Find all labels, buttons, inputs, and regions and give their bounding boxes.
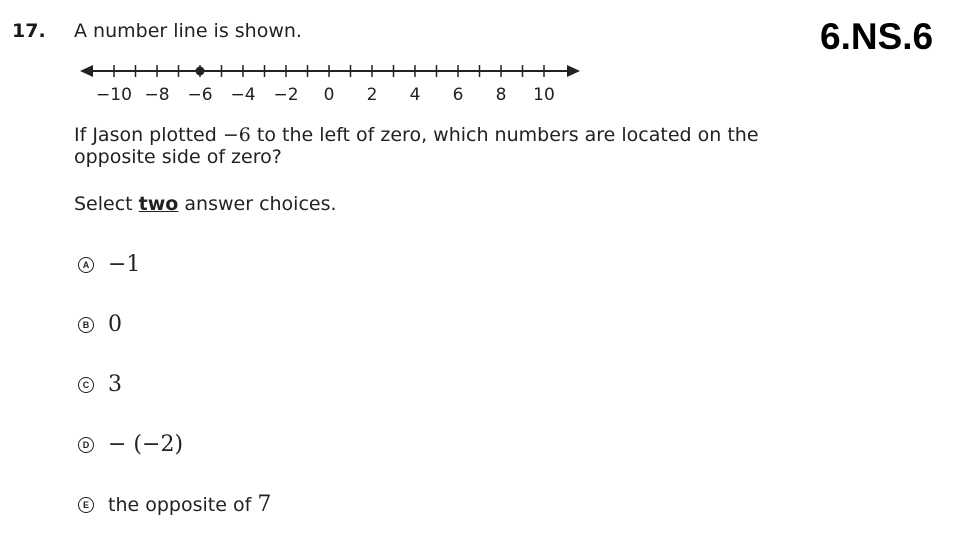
number-line-tick-label: 2 (366, 85, 378, 105)
left-arrow-icon (80, 65, 93, 77)
plotted-point (196, 67, 205, 76)
question-text-after: to the left of zero, which numbers are located on the opposite side of zero? (74, 124, 759, 168)
number-line-tick-label: 0 (323, 85, 335, 105)
number-line (0, 0, 978, 110)
right-arrow-icon (567, 65, 580, 77)
choice-b[interactable] (78, 312, 122, 337)
number-line-tick-label: 6 (452, 85, 464, 105)
number-line-tick-label: 4 (409, 85, 421, 105)
choice-d-bubble[interactable]: D (78, 437, 94, 453)
choice-e-bubble[interactable]: E (78, 497, 94, 513)
question-text-before: If Jason plotted (74, 124, 223, 146)
number-line-tick-label: 8 (495, 85, 507, 105)
choice-c-bubble[interactable]: C (78, 377, 94, 393)
number-line-tick-label: 10 (533, 85, 555, 105)
number-line-tick-label: −2 (273, 85, 299, 105)
choice-b-text: 0 (108, 312, 122, 337)
choice-e[interactable] (78, 492, 271, 517)
choice-e-prefix: the opposite of (108, 494, 258, 516)
choice-d[interactable] (78, 432, 183, 457)
standard-code: 6.NS.6 (820, 16, 934, 57)
number-line-labels (96, 85, 555, 105)
question-text (74, 124, 794, 168)
number-line-tick-label: −8 (144, 85, 170, 105)
choice-c-text: 3 (108, 372, 122, 397)
choice-a-bubble[interactable]: A (78, 257, 94, 273)
choice-b-bubble[interactable]: B (78, 317, 94, 333)
number-line-tick-label: −10 (96, 85, 132, 105)
question-number: 17. (12, 20, 46, 42)
number-line-ticks (114, 65, 544, 77)
choice-e-value: 7 (257, 492, 272, 517)
question-stem: A number line is shown. (74, 20, 302, 42)
choice-a-text: −1 (108, 252, 141, 277)
question-value: −6 (222, 124, 251, 146)
choice-d-text: − (−2) (108, 432, 184, 457)
instruction-bold: two (138, 193, 179, 215)
instruction (74, 193, 337, 215)
instruction-pre: Select (74, 193, 139, 215)
choice-c[interactable] (78, 372, 122, 397)
instruction-post: answer choices. (178, 193, 337, 215)
choice-a[interactable] (78, 252, 140, 277)
choice-e-text (108, 492, 271, 517)
number-line-tick-label: −6 (187, 85, 213, 105)
number-line-tick-label: −4 (230, 85, 256, 105)
